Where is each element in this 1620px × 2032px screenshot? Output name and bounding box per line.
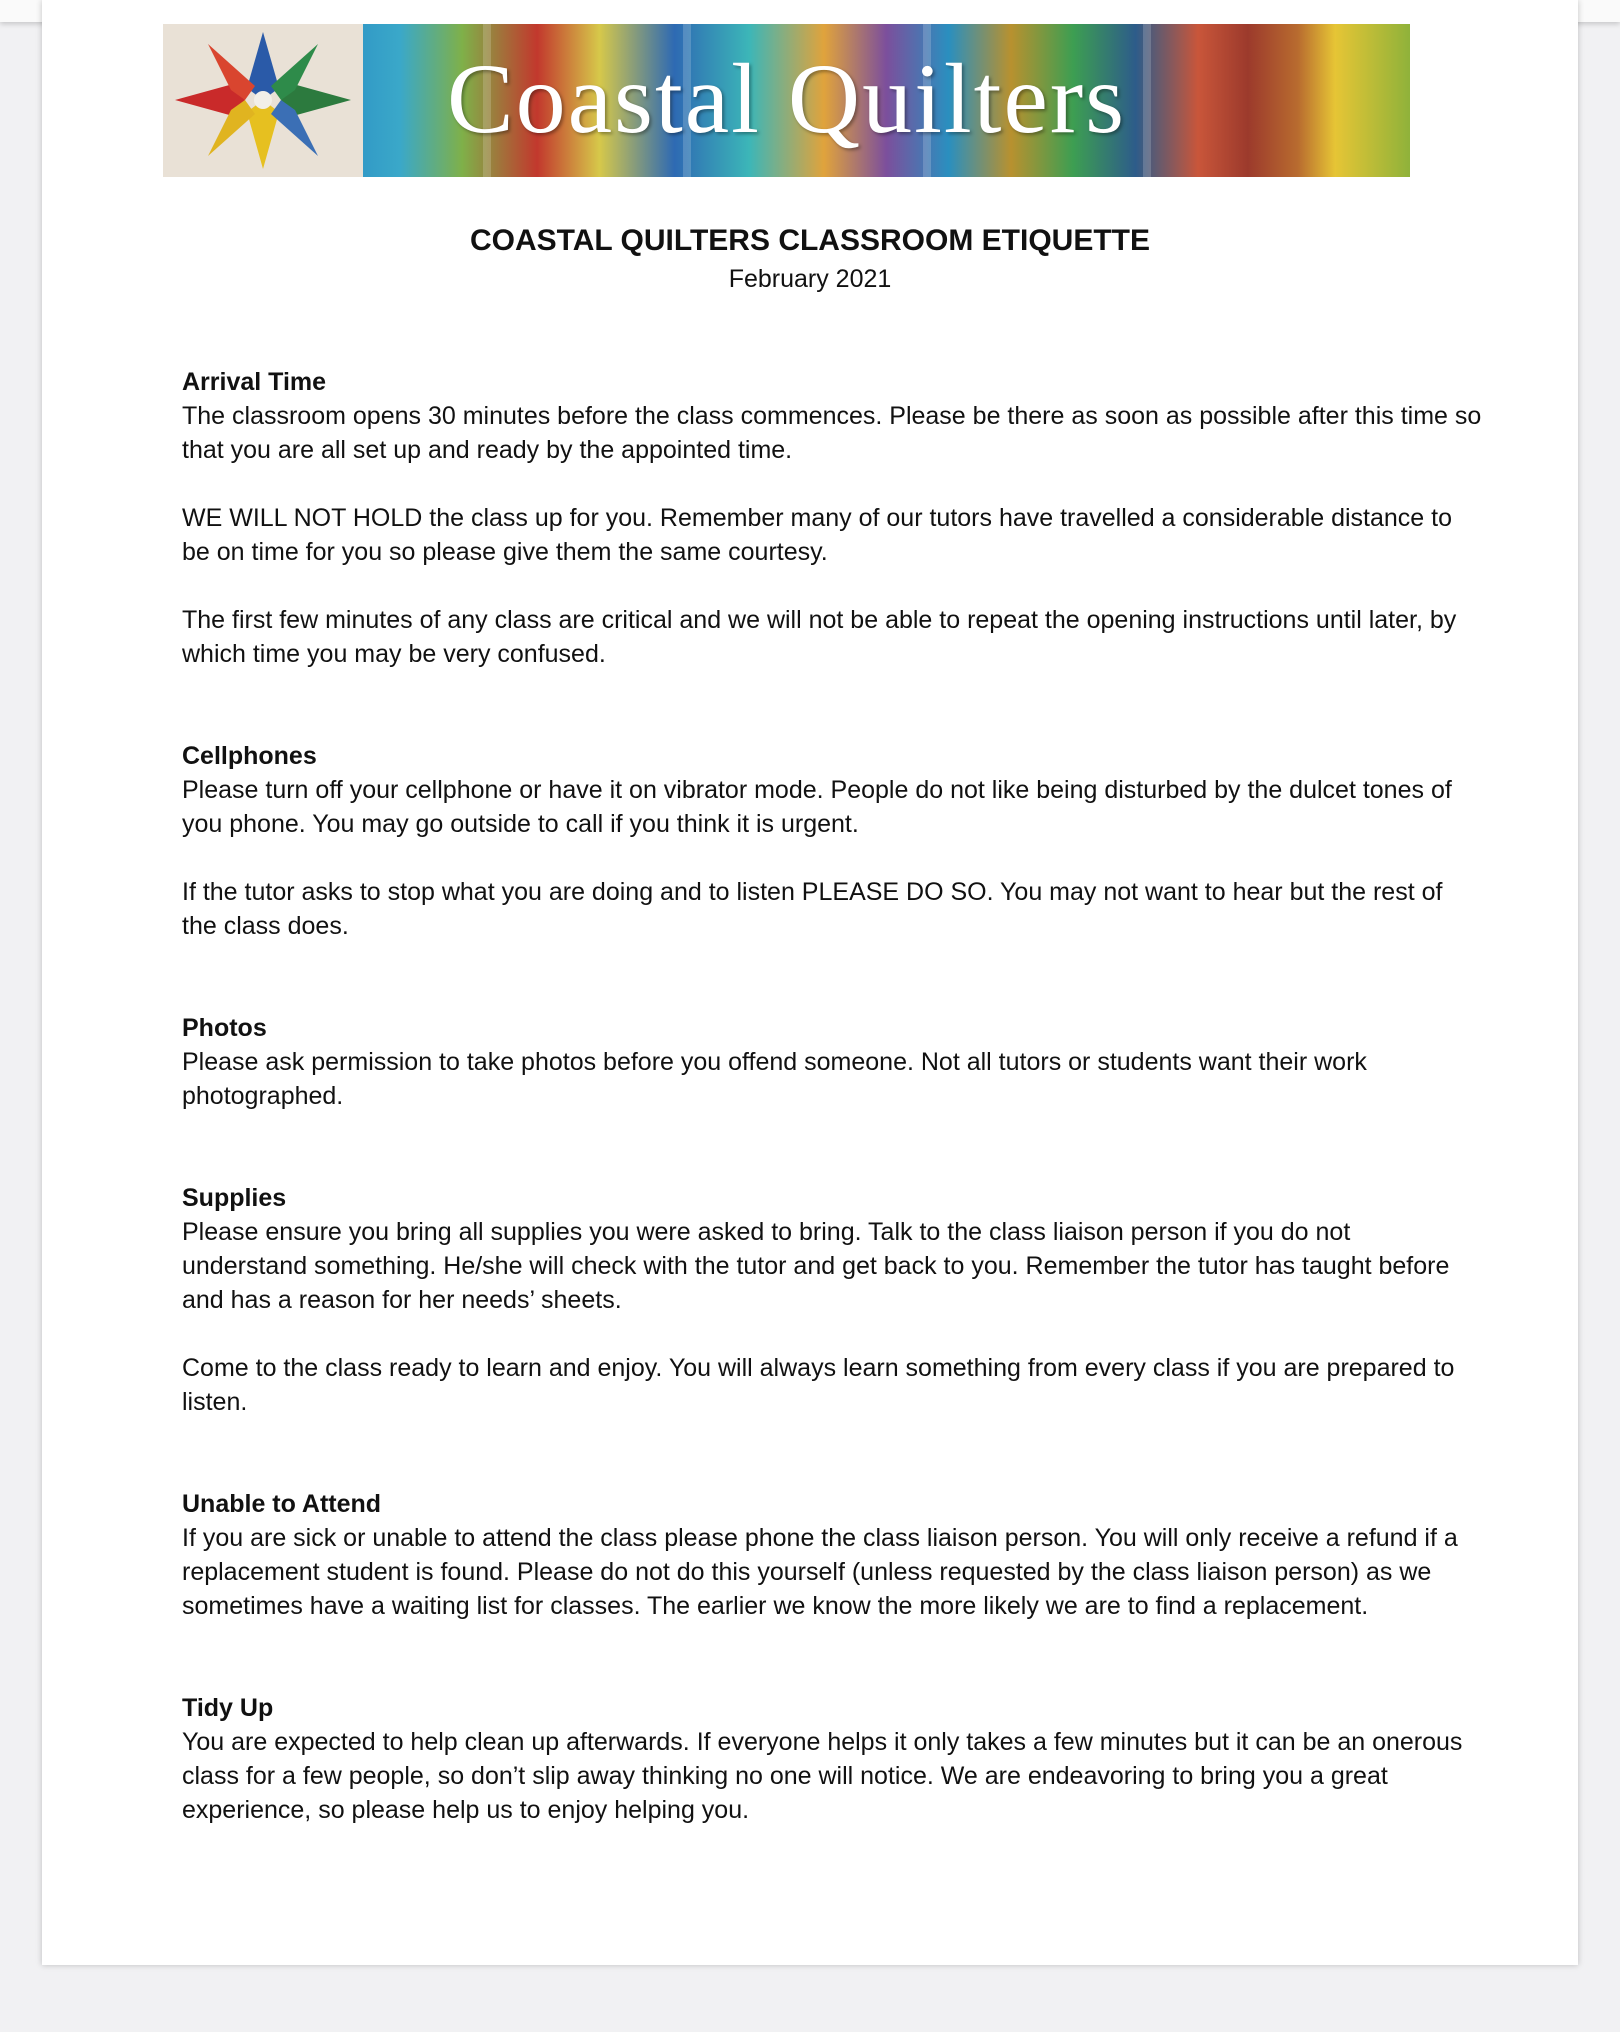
section-heading: Unable to Attend bbox=[182, 1490, 382, 1518]
section-supplies bbox=[182, 1181, 1482, 1419]
page-title: COASTAL QUILTERS CLASSROOM ETIQUETTE bbox=[469, 224, 1150, 257]
section-tidy-up bbox=[182, 1691, 1482, 1827]
section-arrival-time bbox=[182, 365, 1482, 671]
document-body bbox=[182, 365, 1482, 1895]
section-heading: Arrival Time bbox=[182, 368, 327, 396]
document-date: February 2021 bbox=[728, 265, 892, 293]
paragraph: You are expected to help clean up afterwards. If everyone helps it only takes a few minutes but it can be an onerous class for a few people, so don’t slip away thinking no one will notice. We are endeavoring to bring you a great experience, so please help us to enjoy helping you. bbox=[182, 1728, 1463, 1824]
paragraph: If you are sick or unable to attend the class please phone the class liaison person. You will only receive a refund if a replacement student is found. Please do not do this yourself (unless requested by the class liaison person) as we sometimes have a waiting list for classes. The earlier we know the more likely we are to find a replacement. bbox=[182, 1524, 1458, 1620]
banner-title: Coastal Quilters bbox=[446, 43, 1127, 154]
section-cellphones bbox=[182, 739, 1482, 943]
paragraph: The first few minutes of any class are critical and we will not be able to repeat the opening instructions until later, by which time you may be very confused. bbox=[182, 606, 1457, 668]
paragraph: Please ensure you bring all supplies you were asked to bring. Talk to the class liaison person if you do not understand something. He/she will check with the tutor and get back to you. Remember the tutor has taught before and has a reason for her needs’ sheets. bbox=[182, 1218, 1450, 1314]
section-heading: Cellphones bbox=[182, 742, 317, 770]
section-heading: Supplies bbox=[182, 1184, 287, 1212]
paragraph: Come to the class ready to learn and enjoy. You will always learn something from every class if you are prepared to listen. bbox=[182, 1354, 1455, 1416]
paragraph: WE WILL NOT HOLD the class up for you. Remember many of our tutors have travelled a considerable distance to be on time for you so please give them the same courtesy. bbox=[182, 504, 1453, 566]
paragraph: The classroom opens 30 minutes before the class commences. Please be there as soon as possible after this time so that you are all set up and ready by the appointed time. bbox=[182, 402, 1482, 464]
paragraph: Please turn off your cellphone or have it on vibrator mode. People do not like being disturbed by the dulcet tones of you phone. You may go outside to call if you think it is urgent. bbox=[182, 776, 1452, 838]
section-unable-to-attend bbox=[182, 1487, 1482, 1623]
paragraph: Please ask permission to take photos before you offend someone. Not all tutors or students want their work photographed. bbox=[182, 1048, 1367, 1110]
paragraph: If the tutor asks to stop what you are doing and to listen PLEASE DO SO. You may not want to hear but the rest of the class does. bbox=[182, 878, 1443, 940]
section-heading: Tidy Up bbox=[182, 1694, 274, 1722]
section-heading: Photos bbox=[182, 1014, 267, 1042]
banner-logo bbox=[163, 24, 1410, 177]
section-photos bbox=[182, 1011, 1482, 1113]
